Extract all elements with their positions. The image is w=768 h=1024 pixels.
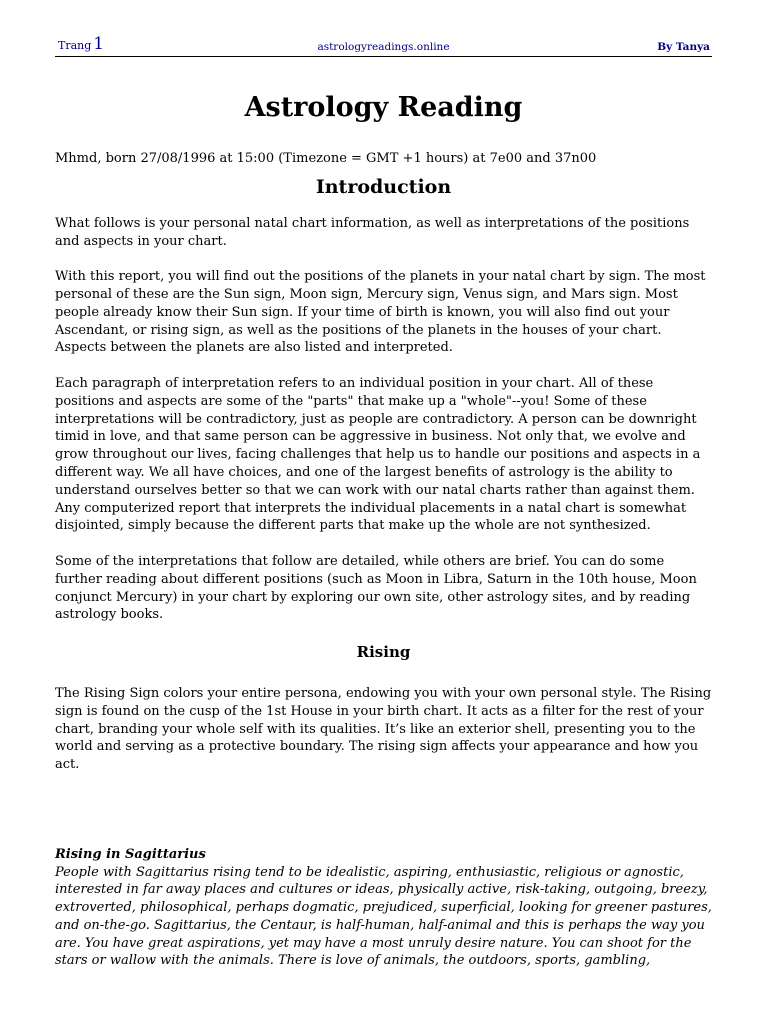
rising-sign-text: People with Sagittarius rising tend to be idealistic, aspiring, enthusiastic, religious or agnostic, interested in far away places and cultures or ideas, physically active, risk-taking, outgoing, breezy, extroverted, philosophical, perhaps dogmatic, prejudiced, superficial, looking for greener pastures, and on-the-go. Sagittarius, the Centaur, is half-human, half-animal and this is perhaps the way you are. You have great aspirations, yet may have a most unruly desire nature. You can shoot for the stars or wallow with the animals. There is love of animals, the outdoors, sports, gambling,	[55, 864, 712, 969]
site-name: astrologyreadings.online	[317, 41, 450, 53]
rising-heading: Rising	[356, 642, 411, 661]
rising-sign-block	[55, 846, 712, 971]
page-number: 1	[93, 34, 105, 54]
intro-paragraph: Each paragraph of interpretation refers to an individual position in your chart. All of these positions and aspects are some of the "parts" that make up a "whole"--you! Some of these interpretations will be contradictory, just as people are contradictory. A person can be downright timid in love, and that same person can be aggressive in business. Not only that, we evolve and grow throughout our lives, facing challenges that help us to handle our positions and aspects in a different way. We all have choices, and one of the largest benefits of astrology is the ability to understand ourselves better so that we can work with our natal charts rather than against them. Any computerized report that interprets the individual placements in a natal chart is somewhat disjointed, simply because the different parts that make up the whole are not synthesized.	[55, 375, 701, 534]
rising-sign-title: Rising in Sagittarius	[55, 846, 206, 862]
author-name: By Tanya	[657, 41, 710, 53]
intro-paragraph: With this report, you will find out the positions of the planets in your natal chart by sign. The most personal of these are the Sun sign, Moon sign, Mercury sign, Venus sign, and Mars sign. Most people already know their Sun sign. If your time of birth is known, you will also find out your Ascendant, or rising sign, as well as the positions of the planets in the houses of your chart. Aspects between the planets are also listed and interpreted.	[55, 269, 706, 356]
birth-details: Mhmd, born 27/08/1996 at 15:00 (Timezone = GMT +1 hours) at 7e00 and 37n00	[55, 151, 597, 166]
page-header	[55, 34, 712, 57]
introduction-heading: Introduction	[315, 175, 452, 198]
rising-paragraph: The Rising Sign colors your entire persona, endowing you with your own personal style. The Rising sign is found on the cusp of the 1st House in your birth chart. It acts as a filter for the rest of your chart, branding your whole self with its qualities. It’s like an exterior shell, presenting you to the world and serving as a protective boundary. The rising sign affects your appearance and how you act.	[55, 685, 712, 773]
intro-paragraph: Some of the interpretations that follow are detailed, while others are brief. You can do some further reading about different positions (such as Moon in Libra, Saturn in the 10th house, Moon conjunct Mercury) in your chart by exploring our own site, other astrology sites, and by reading astrology books.	[55, 553, 697, 623]
intro-paragraph: What follows is your personal natal chart information, as well as interpretations of the positions and aspects in your chart.	[55, 215, 690, 249]
document-title: Astrology Reading	[244, 92, 523, 123]
document-body	[55, 88, 712, 970]
spacer	[55, 792, 712, 846]
page-label: Trang	[58, 39, 92, 52]
